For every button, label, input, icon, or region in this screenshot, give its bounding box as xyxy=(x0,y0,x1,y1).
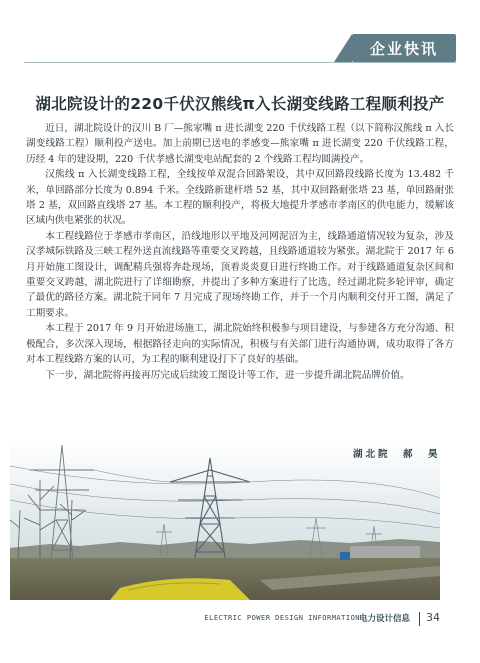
article-body xyxy=(26,121,454,383)
article-paragraph: 本工程于 2017 年 9 月开始进场施工，湖北院始终积极参与项目建设，与参建各方充分沟通、积极配合，多次深入现场，根据路径走向的实际情况，积极与有关部门进行沟通协调，成功取得了各方对本工程线路方案的认可，为工程的顺利建设打下了良好的基础。 xyxy=(26,323,454,366)
article-paragraph: 近日，湖北院设计的汉川 B 厂—熊家嘴 π 进长湖变 220 千伏线路工程（以下简称汉熊线 π 入长湖变线路工程）顺利投产送电。加上前期已送电的孝感变—熊家嘴 π 进长湖变 220 千伏线路工程，历经 4 年的建设期，220 千伏孝感长湖变电站配套的 2 个线路工程均圆满投产。 xyxy=(26,123,454,165)
article-paragraph: 本工程线路位于孝感市孝南区，沿线地形以平地及河网泥沼为主，线路通道情况较为复杂，涉及汉孝城际铁路及三峡工程外送直流线路等重要交叉跨越，且线路通道较为紧张。湖北院于 2017 年 6 月开始施工图设计，调配精兵强将奔赴现场，顶着炎炎夏日进行终勘工作。对于线路通道复杂区间和重要交叉跨越，湖北院进行了详细勘察，并提出了多种方案进行了比选，经过湖北院多轮评审，确定了最优的路径方案。湖北院于同年 7 月完成了现场终勘工作，并于一个月内顺利交付开工图，满足了工期要求。 xyxy=(26,230,454,319)
section-banner-notch xyxy=(334,34,352,62)
page-footer xyxy=(0,610,480,630)
article-author: 湖北院 郝 昊 xyxy=(353,449,441,460)
section-label: 企业快讯 xyxy=(352,34,456,62)
publication-name-cn: 电力设计信息 xyxy=(358,614,410,624)
publication-name-en: ELECTRIC POWER DESIGN INFORMATION xyxy=(204,614,360,622)
section-banner xyxy=(326,34,456,62)
page-number: 34 xyxy=(426,611,440,624)
article-headline: 湖北院设计的220千伏汉熊线π入长湖变线路工程顺利投产 xyxy=(35,95,445,113)
footer-divider xyxy=(419,612,420,626)
section-rule xyxy=(24,62,456,63)
transmission-tower-photo xyxy=(10,440,440,600)
article-paragraph: 汉熊线 π 入长湖变线路工程，全线按单双混合回路架设，其中双回路段线路长度为 13.482 千米，单回路部分长度为 0.894 千米。全线路新建杆塔 52 基，其中双回路耐张塔 23 基，单回路耐张塔 2 基，双回路直线塔 27 基。本工程的顺利投产，将极大地提升孝感市孝南区的供电能力，缓解该区域内供电紧张的状况。 xyxy=(26,169,454,227)
article-paragraph: 下一步，湖北院将再接再厉完成后续竣工图设计等工作，进一步提升湖北院品牌价值。 xyxy=(45,369,410,381)
